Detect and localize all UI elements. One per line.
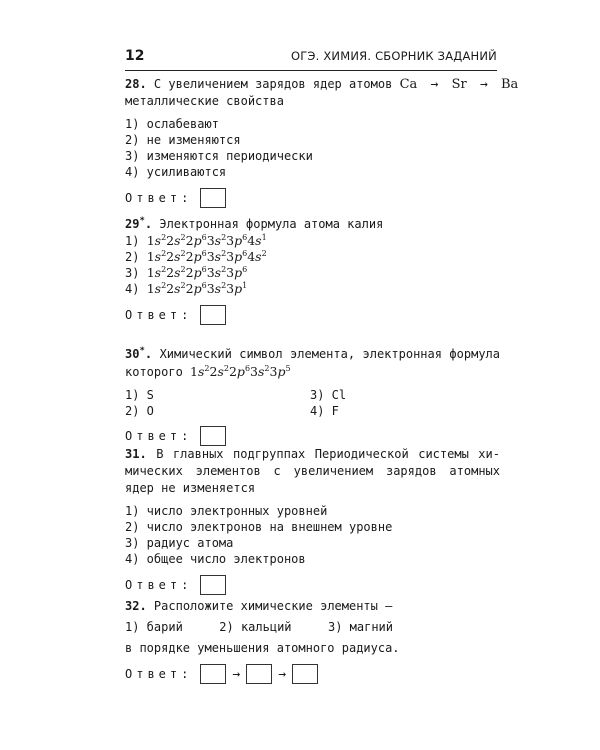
answer-option: 4) F — [310, 404, 339, 418]
answer-option: 3) Cl — [310, 388, 347, 402]
question-number: 31. — [125, 447, 147, 461]
answer-options-grid — [125, 387, 500, 419]
question-32-line-1: 32. Расположите химические элементы — — [125, 599, 393, 613]
answer-option: 4) общее число электронов — [125, 552, 306, 566]
question-31-line-3: ядер не изменяется — [125, 481, 256, 495]
answer-box[interactable] — [200, 426, 226, 446]
answer-row — [125, 425, 500, 447]
arrow-right-icon: → — [278, 666, 287, 682]
answer-label: Ответ: — [125, 190, 193, 205]
page-header — [125, 48, 497, 71]
answer-option: 3) изменяются периодически — [125, 149, 313, 163]
question-30-line-2: которого $1s^22s^22p^63s^23p^5$ — [125, 363, 291, 379]
question-number: 30 — [125, 347, 140, 361]
answer-option: 1) $1s^22s^22p^63s^23p^64s^1$ — [125, 232, 267, 248]
answer-label: Ответ: — [125, 428, 193, 443]
question-number: 29 — [125, 217, 140, 231]
question-number: 32. — [125, 599, 147, 613]
answer-box[interactable] — [200, 664, 226, 684]
book-title: ОГЭ. ХИМИЯ. СБОРНИК ЗАДАНИЙ — [290, 49, 497, 63]
answer-box[interactable] — [246, 664, 272, 684]
question-30 — [125, 343, 500, 447]
question-28-line-1: 28. С увеличением зарядов ядер атомов Ca → Sr → Ba — [125, 77, 519, 92]
question-28-line-2: металлические свойства — [125, 94, 284, 108]
answer-box[interactable] — [200, 575, 226, 595]
answer-label: Ответ: — [125, 307, 193, 322]
question-31-line-1: 31. В главных подгруппах Периодической системы хи- — [125, 447, 500, 461]
answer-option: 4) $1s^22s^22p^63s^23p^1$ — [125, 280, 248, 296]
question-31 — [125, 446, 500, 596]
question-30-line-1: 30*. Химический символ элемента, электронная формула — [125, 346, 500, 361]
answer-option: 3) $1s^22s^22p^63s^23p^6$ — [125, 264, 248, 280]
asterisk-mark: * — [139, 346, 145, 356]
arrow-right-icon: → — [232, 666, 241, 682]
answer-option: 2) не изменяются — [125, 133, 241, 147]
answer-option: 1) число электронных уровней — [125, 504, 328, 518]
answer-row — [125, 574, 500, 596]
answer-box[interactable] — [200, 188, 226, 208]
answer-option: 2) O — [125, 404, 154, 418]
arrow-right-icon: → — [430, 77, 439, 92]
answer-option: 3) радиус атома — [125, 536, 234, 550]
element-list — [125, 619, 500, 637]
question-32 — [125, 598, 500, 685]
question-29-line-1: 29*. Электронная формула атома калия — [125, 216, 384, 231]
answer-label: Ответ: — [125, 666, 193, 681]
answer-row — [125, 663, 500, 685]
element-symbol: Ba — [501, 77, 519, 92]
arrow-right-icon: → — [479, 77, 488, 92]
answer-box[interactable] — [292, 664, 318, 684]
answer-option: 2) $1s^22s^22p^63s^23p^64s^2$ — [125, 248, 267, 264]
page-number: 12 — [125, 48, 145, 64]
element-symbol: Sr — [451, 77, 467, 92]
question-28 — [125, 76, 519, 209]
element-item: 3) магний — [327, 620, 394, 634]
answer-option: 4) усиливаются — [125, 165, 227, 179]
answer-row — [125, 187, 500, 209]
answer-label: Ответ: — [125, 577, 193, 592]
answer-option: 2) число электронов на внешнем уровне — [125, 520, 393, 534]
question-31-line-2: мических элементов с увеличением зарядов атомных — [125, 464, 500, 478]
answer-box[interactable] — [200, 305, 226, 325]
question-number: 28. — [125, 77, 147, 91]
element-item: 2) кальций — [219, 620, 292, 634]
element-symbol: Ca — [399, 77, 418, 92]
question-29 — [125, 213, 500, 326]
question-32-instruction: в порядке уменьшения атомного радиуса. — [125, 641, 400, 655]
answer-row — [125, 304, 500, 326]
answer-option: 1) S — [125, 388, 154, 402]
element-item: 1) барий — [125, 620, 183, 634]
asterisk-mark: * — [139, 216, 145, 226]
answer-option: 1) ослабевают — [125, 117, 219, 131]
